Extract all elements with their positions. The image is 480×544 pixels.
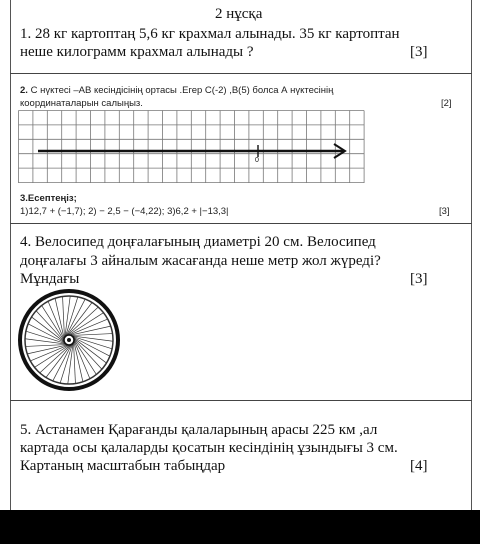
q2-text-line1 — [20, 85, 333, 96]
q5-text-line1: 5. Астанамен Қарағанды қалаларының арасы 225 км ,ал — [20, 422, 378, 438]
q3-expression: 1)12,7 + (−1,7); 2) − 2,5 − (−4,22); 3)6,2 + |−13,3| — [20, 206, 229, 217]
zero-label: 0 — [255, 157, 259, 164]
left-border — [10, 0, 11, 510]
q1-text-line2: неше килограмм крахмал алынады ? — [20, 44, 254, 60]
q2-points: [2] — [441, 98, 452, 109]
q3-title-text: 3.Есептеңіз; — [20, 193, 77, 204]
q4-points: [3] — [410, 271, 428, 287]
q2-text: С нүктесі –АВ кесіндісінің ортасы .Егер С(-2) ,В(5) болса А нүктесінің — [30, 85, 334, 96]
q3-points: [3] — [439, 206, 450, 217]
q1-text-line1: 1. 28 кг картоптаң 5,6 кг крахмал алынады. 35 кг картоптан — [20, 26, 400, 42]
right-border — [471, 0, 472, 510]
q5-points: [4] — [410, 458, 428, 474]
wheel-spoke — [72, 336, 97, 375]
q4-text-line3: Мұндағы — [20, 271, 80, 287]
divider-q1 — [10, 73, 472, 74]
wheel-spoke — [65, 313, 104, 338]
wheel-spoke — [64, 307, 98, 338]
q4-text-line1: 4. Велосипед доңғалағының диаметрі 20 см. Велосипед — [20, 234, 376, 250]
divider-q4 — [10, 400, 472, 401]
wheel-spoke — [35, 343, 74, 368]
coordinate-grid — [18, 110, 365, 184]
divider-q3 — [10, 223, 472, 224]
q1-points: [3] — [410, 44, 428, 60]
variant-title: 2 нұсқа — [215, 6, 263, 22]
wheel-spoke — [36, 311, 67, 345]
q4-text-line2: доңғалағы 3 айналым жасағанда неше метр жол жүреді? — [20, 253, 381, 269]
q3-title — [20, 193, 77, 204]
q5-text-line3: Картаның масштабын табыңдар — [20, 458, 226, 474]
wheel-spoke — [40, 342, 74, 373]
wheel-spoke — [42, 306, 67, 345]
q2-text-line2: координаталарын салыңыз. — [20, 98, 143, 109]
q2-number: 2. — [20, 85, 28, 96]
q5-text-line2: картада осы қалаларды қосатын кесіндінің ұзындығы 3 см. — [20, 440, 398, 456]
bicycle-wheel-icon — [17, 288, 121, 392]
grid-lines — [19, 111, 365, 184]
wheel-spoke — [71, 335, 102, 369]
